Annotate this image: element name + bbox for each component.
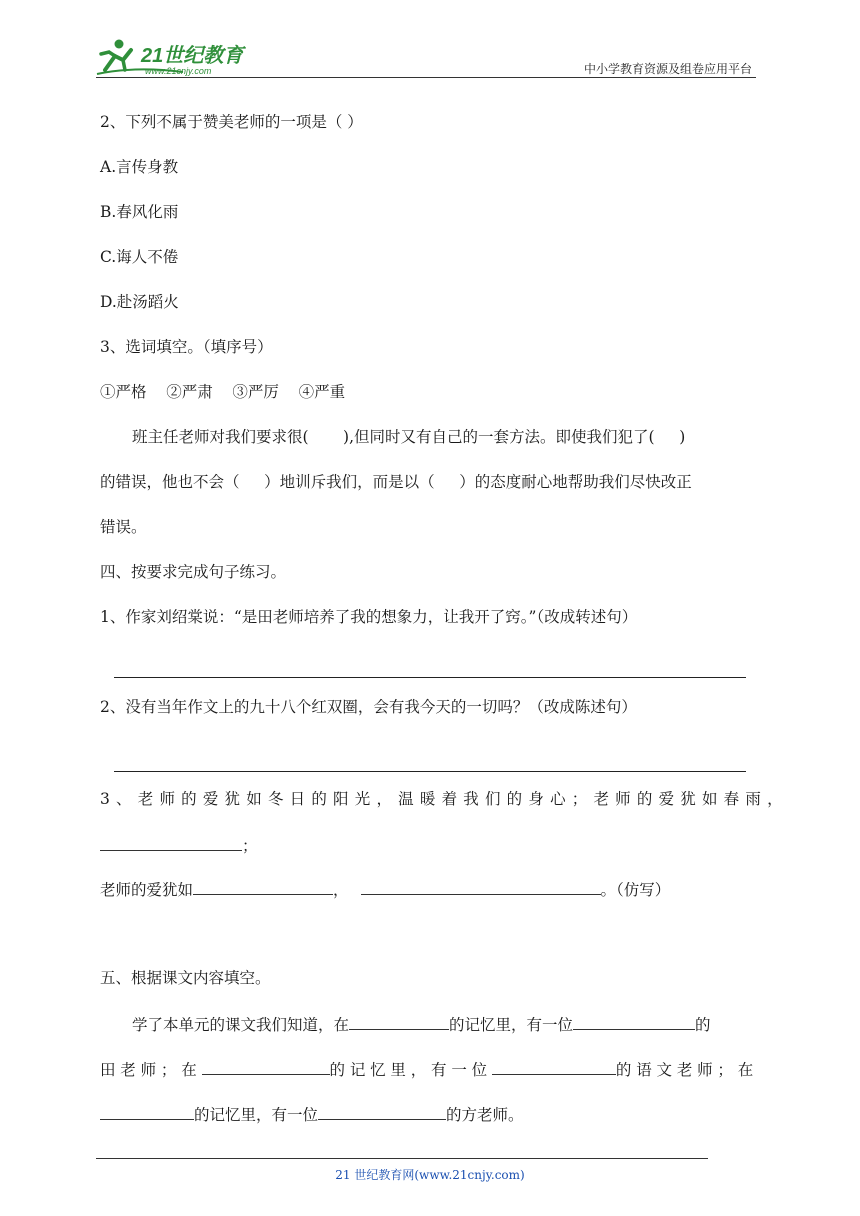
fill-blank[interactable]: [193, 878, 333, 895]
imitation-suffix: 。（仿写）: [600, 881, 671, 899]
text-span: 的语文老师；在: [615, 1061, 759, 1079]
logo-text: 21世纪教育: [141, 45, 244, 67]
text-span: 的记忆里，有一位: [449, 1016, 574, 1034]
section4-title: 四、按要求完成句子练习。: [100, 563, 287, 581]
q3-word-choices: ①严格 ②严肃 ③严厉 ④严重: [100, 383, 346, 401]
section5-line1: [132, 1013, 711, 1035]
section4-item1: 1、作家刘绍棠说：“是田老师培养了我的想象力，让我开了窍。”（改成转述句）: [100, 608, 638, 626]
q3-paragraph-line3: 错误。: [100, 518, 147, 536]
footer-divider: [96, 1158, 708, 1159]
section4-item3-line2: [100, 834, 258, 856]
site-logo: [95, 36, 265, 78]
fill-blank[interactable]: [202, 1058, 330, 1075]
answer-line-2[interactable]: [114, 771, 746, 772]
text-span: 的记忆里，有一位: [329, 1061, 492, 1079]
fill-blank[interactable]: [100, 834, 242, 851]
footer-link[interactable]: 21 世纪教育网(www.21cnjy.com): [335, 1168, 525, 1182]
q2-option-c: C.诲人不倦: [100, 248, 179, 266]
logo-url: www.21cnjy.com: [145, 66, 212, 76]
fill-blank[interactable]: [318, 1103, 446, 1120]
fill-blank[interactable]: [492, 1058, 616, 1075]
section5-title: 五、根据课文内容填空。: [100, 969, 271, 987]
header-divider: [96, 77, 756, 78]
runner-logo-icon: [95, 36, 265, 78]
q3-paragraph-line1: 班主任老师对我们要求很( ),但同时又有自己的一套方法。即使我们犯了( ): [132, 428, 686, 446]
fill-blank[interactable]: [349, 1013, 449, 1030]
fill-blank[interactable]: [100, 1103, 194, 1120]
section5-line3: [100, 1103, 524, 1125]
q2-option-b: B.春风化雨: [100, 203, 179, 221]
comma: ，: [333, 881, 349, 899]
section4-item3-line1: 3、老师的爱犹如冬日的阳光，温暖着我们的身心；老师的爱犹如春雨，: [100, 790, 789, 808]
fill-blank[interactable]: [361, 878, 601, 895]
section4-item2: 2、没有当年作文上的九十八个红双圈，会有我今天的一切吗？（改成陈述句）: [100, 698, 637, 716]
q3-paragraph-line2: 的错误，他也不会（ ）地训斥我们，而是以（ ）的态度耐心地帮助我们尽快改正: [100, 473, 692, 491]
text-span: 的方老师。: [446, 1106, 524, 1124]
imitation-prefix: 老师的爱犹如: [100, 881, 194, 899]
q2-stem: 2、下列不属于赞美老师的一项是（ ）: [100, 113, 363, 131]
text-span: 学了本单元的课文我们知道，在: [132, 1016, 350, 1034]
q3-stem: 3、选词填空。（填序号）: [100, 338, 273, 356]
header-platform-title: 中小学教育资源及组卷应用平台: [583, 62, 752, 76]
section4-item3-line3: [100, 878, 670, 900]
answer-line-1[interactable]: [114, 677, 746, 678]
text-span: 田老师；在: [100, 1061, 202, 1079]
text-span: 的记忆里，有一位: [194, 1106, 319, 1124]
fill-blank[interactable]: [573, 1013, 695, 1030]
section5-line2: [100, 1058, 758, 1080]
q2-option-d: D.赴汤蹈火: [100, 293, 179, 311]
q2-option-a: A.言传身教: [100, 158, 179, 176]
semicolon: ；: [242, 837, 258, 855]
text-span: 的: [695, 1016, 711, 1034]
